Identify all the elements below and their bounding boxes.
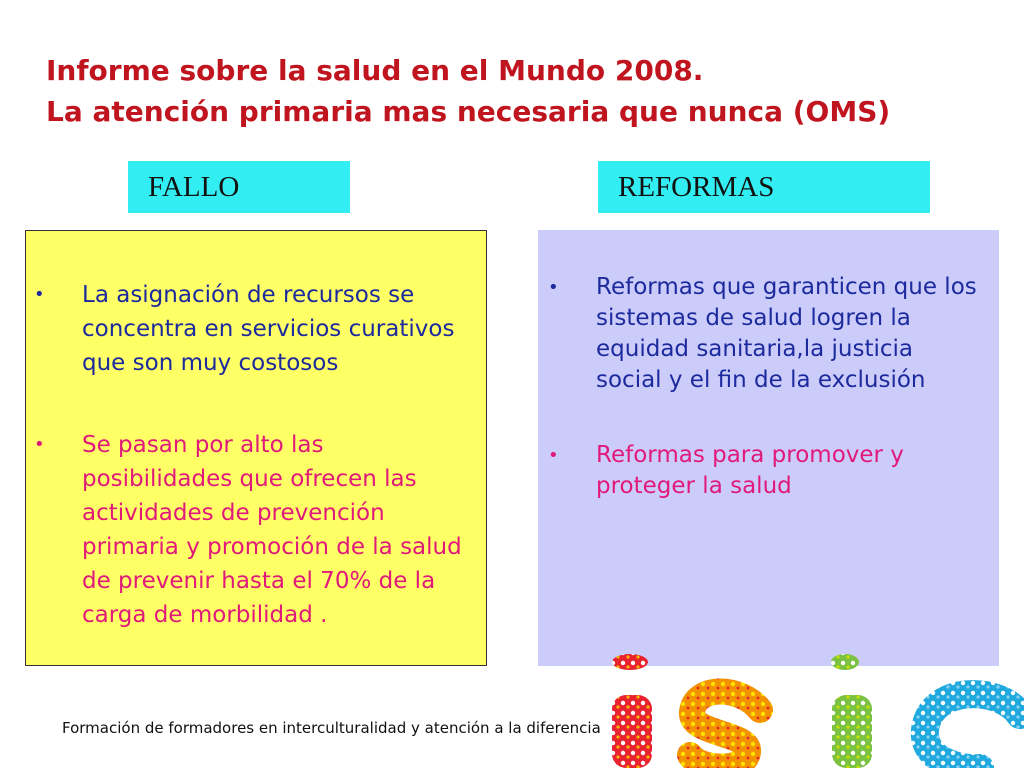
bullet-icon: •: [34, 284, 45, 305]
decorative-logo: [600, 640, 1024, 768]
reformas-header: REFORMAS: [598, 161, 930, 213]
fallo-item-text: Se pasan por alto las posibilidades que ofrecen las actividades de prevención primaria y promoción de la salud de prevenir hasta el 70% de la carga de morbilidad .: [82, 432, 462, 628]
reformas-item: [548, 440, 978, 502]
slide-title: [46, 50, 1006, 132]
title-line-1: Informe sobre la salud en el Mundo 2008.: [46, 54, 704, 87]
bullet-icon: •: [34, 434, 45, 455]
reformas-item-text: Reformas que garanticen que los sistemas de salud logren la equidad sanitaria,la justicia social y el fin de la exclusión: [596, 274, 977, 393]
reformas-item: [548, 272, 978, 396]
title-line-2: La atención primaria mas necesaria que nunca (OMS): [46, 95, 891, 128]
fallo-item: [34, 278, 484, 380]
fallo-item: [34, 428, 474, 632]
bullet-icon: •: [548, 445, 559, 466]
reformas-item-text: Reformas para promover y proteger la salud: [596, 442, 904, 499]
fallo-header: FALLO: [128, 161, 350, 213]
fallo-item-text: La asignación de recursos se concentra en servicios curativos que son muy costosos: [82, 282, 455, 376]
bullet-icon: •: [548, 277, 559, 298]
footer-text: Formación de formadores en interculturalidad y atención a la diferencia: [62, 719, 601, 737]
